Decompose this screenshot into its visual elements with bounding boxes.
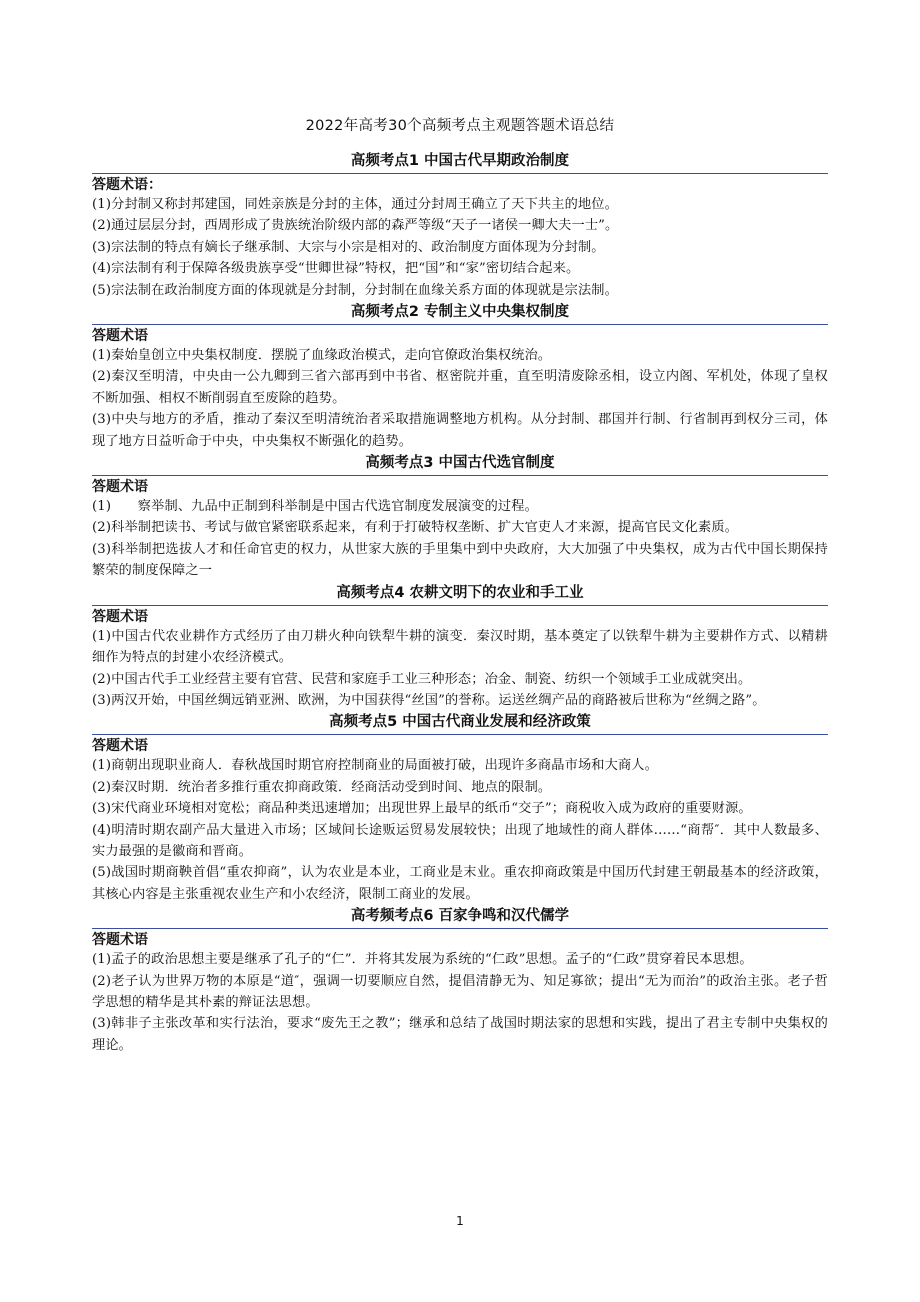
section xyxy=(92,301,828,452)
answer-terms-label: 答题术语 xyxy=(92,328,148,345)
answer-term-item: (3)两汉开始，中国丝绸远销亚洲、欧洲，为中国获得“丝国”的誉称。运送丝绸产品的商路被后世称为“丝绸之路”。 xyxy=(92,692,766,708)
answer-term-item: (1) 察举制、九品中正制到科举制是中国古代选官制度发展演变的过程。 xyxy=(92,499,538,515)
answer-term-item: (3)科举制把选拔人才和任命官吏的权力，从世家大族的手里集中到中央政府，大大加强了中央集权，成为古代中国长期保持繁荣的制度保障之一 xyxy=(92,541,828,579)
answer-terms-label: 答题术语 xyxy=(92,479,148,496)
answer-term-item: (2)科举制把读书、考试与做官紧密联系起来，有利于打破特权垄断、扩大官吏人才来源，提高官民文化素质。 xyxy=(92,520,738,536)
section xyxy=(92,905,828,1056)
section-heading: 高考频考点6 百家争鸣和汉代儒学 xyxy=(92,905,828,929)
page-number: 1 xyxy=(456,1214,464,1228)
section-heading: 高频考点2 专制主义中央集权制度 xyxy=(92,301,828,325)
answer-term-item: (4)宗法制有利于保障各级贵族享受“世卿世禄”特权，把“国”和“家”密切结合起来。 xyxy=(92,261,580,277)
answer-terms-label: 答题术语： xyxy=(92,177,162,193)
section xyxy=(92,150,828,301)
answer-term-item: (2)秦汉至明清，中央由一公九卿到三省六部再到中书省、枢密院并重，直至明清废除丞相，设立内阁、军机处，体现了皇权不断加强、相权不断削弱直至废除的趋势。 xyxy=(92,369,828,406)
answer-term-item: (1)分封制又称封邦建国，同姓亲族是分封的主体，通过分封周王确立了天下共主的地位。 xyxy=(92,197,618,212)
answer-term-item: (4)明清时期农副产品大量进入市场；区域间长途贩运贸易发展较快；出现了地域性的商人群体……“商帮″．其中人数最多、实力最强的是徽商和晋商。 xyxy=(92,822,828,859)
section xyxy=(92,452,828,582)
answer-terms-label: 答题术语 xyxy=(92,608,148,625)
answer-term-item: (2)老子认为世界万物的本原是“道″，强调一切要顺应自然，提倡清静无为、知足寡欲；提出“无为而治”的政治主张。老子哲学思想的精华是其朴素的辩证法思想。 xyxy=(92,973,828,1010)
answer-term-item: (1)秦始皇创立中央集权制度．摆脱了血缘政治模式，走向官僚政治集权统治。 xyxy=(92,348,552,364)
answer-term-item: (2)秦汉时期．统治者多推行重农抑商政策．经商活动受到时间、地点的限制。 xyxy=(92,779,552,795)
section xyxy=(92,582,828,712)
answer-term-item: (3)中央与地方的矛盾，推动了秦汉至明清统治者采取措施调整地方机构。从分封制、郡国并行制、行省制再到权分三司，体现了地方日益听命于中央，中央集权不断强化的趋势。 xyxy=(92,412,828,449)
answer-term-item: (3)宋代商业环境相对宽松；商品种类迅速增加；出现世界上最早的纸币“交子”；商税收入成为政府的重要财源。 xyxy=(92,801,752,817)
document-title: 2022年高考30个高频考点主观题答题术语总结 xyxy=(305,118,615,134)
section xyxy=(92,711,828,905)
answer-term-item: (1)中国古代农业耕作方式经历了由刀耕火种向铁犁牛耕的演变．秦汉时期，基本奠定了以铁犁牛耕为主要耕作方式、以精耕细作为特点的封建小农经济模式。 xyxy=(92,628,828,666)
answer-term-item: (1)孟子的政治思想主要是继承了孔子的“仁”．并将其发展为系统的“仁政”思想。孟子的“仁政”贯穿着民本思想。 xyxy=(92,952,753,968)
answer-terms-label: 答题术语 xyxy=(92,932,148,949)
answer-term-item: (5)战国时期商鞅首倡“重农抑商”，认为农业是本业，工商业是末业。重农抑商政策是中国历代封建王朝最基本的经济政策，其核心内容是主张重视农业生产和小农经济，限制工商业的发展。 xyxy=(92,865,828,902)
answer-terms-label: 答题术语 xyxy=(92,738,148,755)
answer-term-item: (5)宗法制在政治制度方面的体现就是分封制，分封制在血缘关系方面的体现就是宗法制。 xyxy=(92,282,618,298)
section-heading: 高频考点3 中国古代选官制度 xyxy=(92,452,828,476)
answer-term-item: (3)宗法制的特点有嫡长子继承制、大宗与小宗是相对的、政治制度方面体现为分封制。 xyxy=(92,239,605,255)
answer-term-item: (1)商朝出现职业商人．春秋战国时期官府控制商业的局面被打破，出现许多商晶市场和大商人。 xyxy=(92,758,658,774)
answer-term-item: (2)中国古代手工业经营主要有官营、民营和家庭手工业三种形态；冶金、制瓷、纺织一个领域手工业成就突出。 xyxy=(92,671,752,687)
sections-container xyxy=(92,150,828,1056)
section-heading: 高频考点1 中国古代早期政治制度 xyxy=(92,150,828,174)
answer-term-item: (2)通过层层分封，西周形成了贵族统治阶级内部的森严等级“天子一诸侯一卿大夫一士”。 xyxy=(92,218,619,234)
section-heading: 高频考点4 农耕文明下的农业和手工业 xyxy=(92,582,828,606)
answer-term-item: (3)韩非子主张改革和实行法治，要求“废先王之教”；继承和总结了战国时期法家的思想和实践，提出了君主专制中央集权的理论。 xyxy=(92,1016,828,1053)
section-heading: 高频考点5 中国古代商业发展和经济政策 xyxy=(92,711,828,735)
